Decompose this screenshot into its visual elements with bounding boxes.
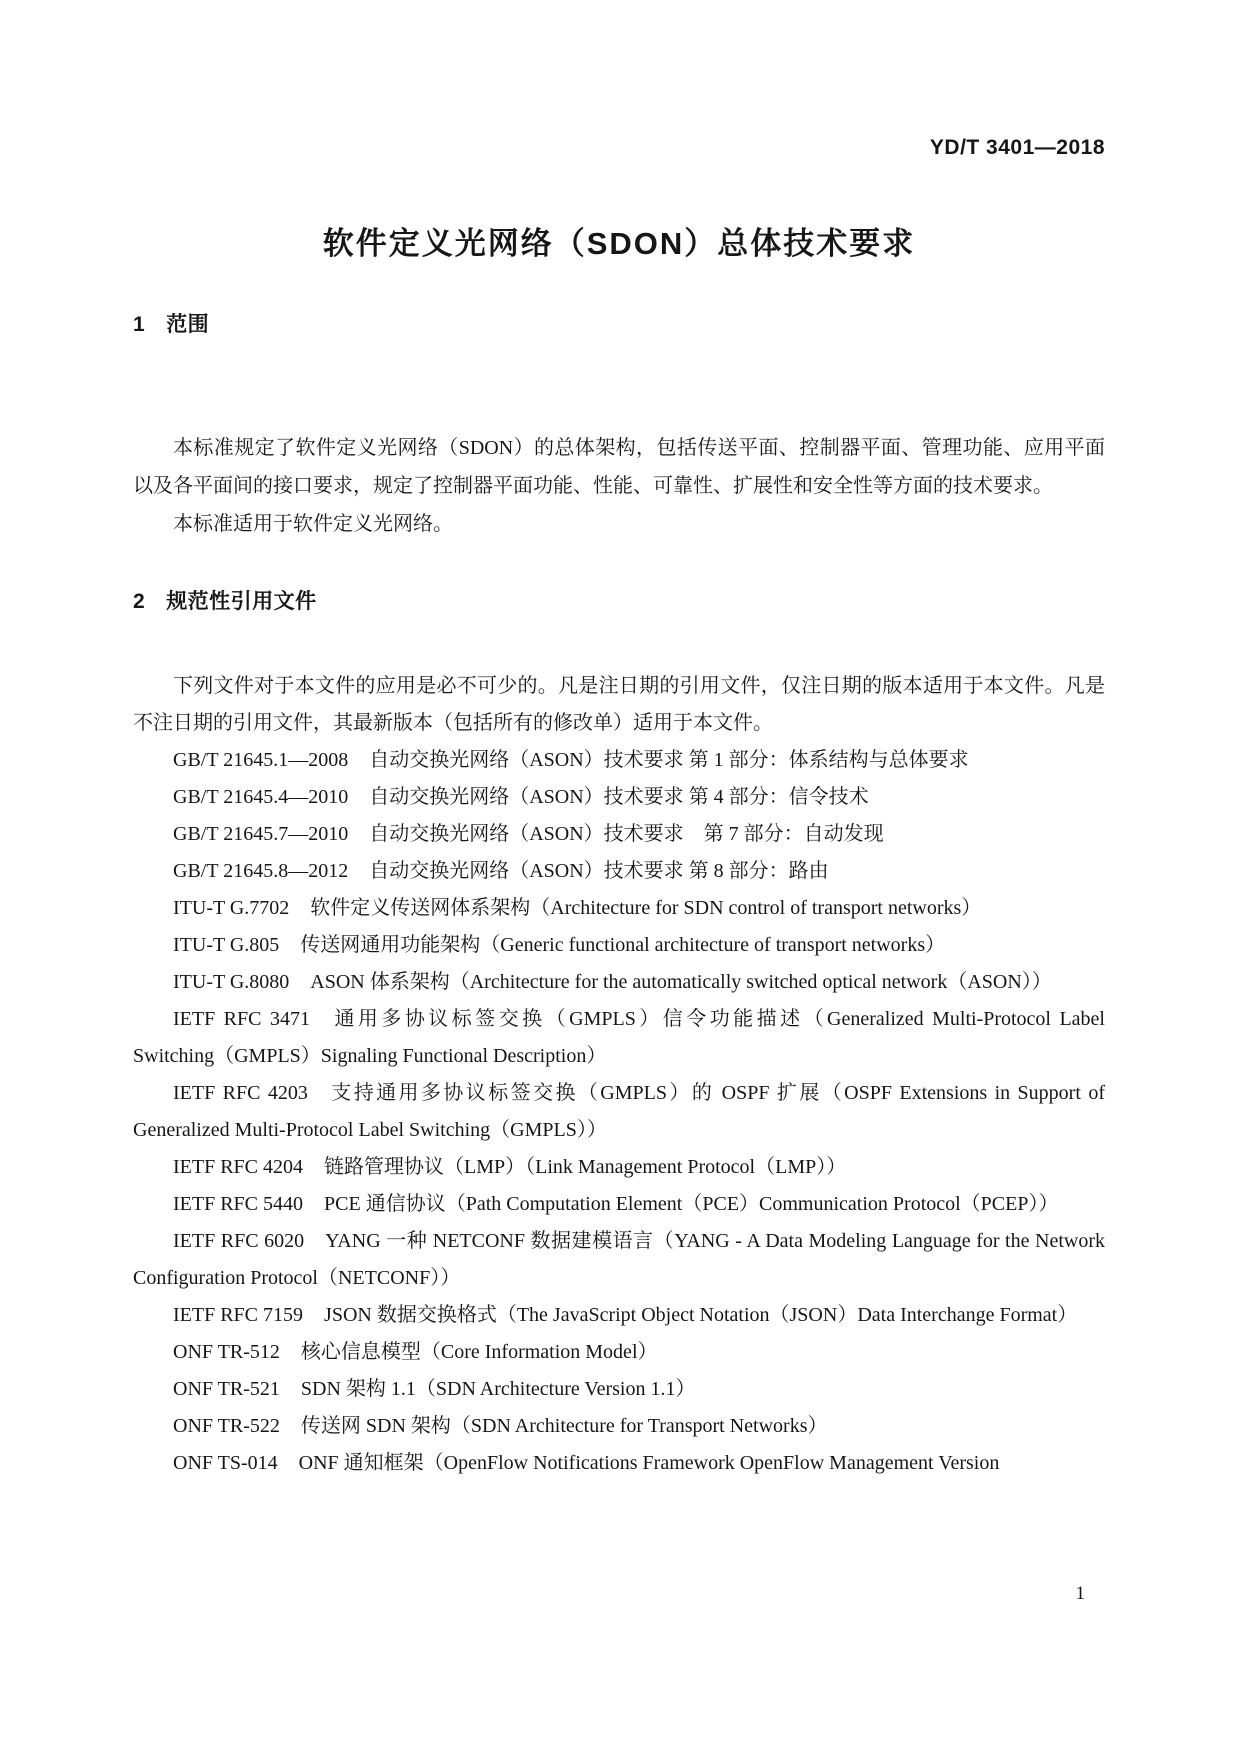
reference-code: ONF TR-521	[173, 1378, 280, 1400]
reference-code: GB/T 21645.8—2012	[173, 860, 349, 882]
reference-entry	[133, 1297, 1105, 1334]
section-2-number: 2	[133, 590, 146, 613]
reference-entry	[133, 1445, 1105, 1482]
reference-title: 自动交换光网络（ASON）技术要求 第 1 部分：体系结构与总体要求	[369, 749, 969, 771]
reference-code: IETF RFC 5440	[173, 1193, 304, 1215]
reference-title: 自动交换光网络（ASON）技术要求 第 4 部分：信令技术	[369, 786, 869, 808]
reference-code: ITU-T G.805	[173, 934, 280, 956]
reference-code: GB/T 21645.1—2008	[173, 749, 349, 771]
reference-code: ITU-T G.7702	[173, 897, 290, 919]
reference-code: IETF RFC 7159	[173, 1304, 304, 1326]
reference-code: ITU-T G.8080	[173, 971, 290, 993]
page-header	[133, 0, 1105, 160]
reference-entry	[133, 890, 1105, 927]
reference-title: 传送网通用功能架构（Generic functional architecture of transport networks）	[300, 934, 946, 956]
reference-entry	[133, 779, 1105, 816]
reference-title: ONF 通知框架（OpenFlow Notifications Framework OpenFlow Management Version	[298, 1452, 1000, 1474]
standard-number: YD/T 3401—2018	[929, 136, 1105, 159]
reference-code: GB/T 21645.4—2010	[173, 786, 349, 808]
page-content	[133, 0, 1105, 1482]
reference-code: ONF TS-014	[173, 1452, 278, 1474]
reference-entry	[133, 927, 1105, 964]
references-list	[133, 742, 1105, 1482]
scope-paragraphs	[133, 429, 1105, 543]
reference-title: SDN 架构 1.1（SDN Architecture Version 1.1）	[300, 1378, 696, 1400]
reference-title: ASON 体系架构（Architecture for the automatically switched optical network（ASON））	[310, 971, 1052, 993]
reference-entry	[133, 1149, 1105, 1186]
reference-title: 通用多协议标签交换（GMPLS）信令功能描述（Generalized Multi-Protocol Label Switching（GMPLS）Signaling Functional Description）	[133, 1008, 1105, 1067]
reference-entry	[133, 1001, 1105, 1075]
section-1-number: 1	[133, 313, 146, 336]
reference-code: IETF RFC 4203	[173, 1082, 308, 1104]
reference-entry	[133, 1223, 1105, 1297]
reference-entry	[133, 816, 1105, 853]
reference-title: 支持通用多协议标签交换（GMPLS）的 OSPF 扩展（OSPF Extensions in Support of Generalized Multi-Protocol Label Switching（GMPLS））	[133, 1082, 1105, 1141]
reference-code: IETF RFC 3471	[173, 1008, 310, 1030]
section-1-heading	[133, 312, 1105, 338]
reference-code: ONF TR-512	[173, 1341, 280, 1363]
reference-title: 自动交换光网络（ASON）技术要求 第 8 部分：路由	[369, 860, 829, 882]
reference-entry	[133, 1075, 1105, 1149]
section-2-heading	[133, 589, 1105, 615]
references-intro-paragraph: 下列文件对于本文件的应用是必不可少的。凡是注日期的引用文件，仅注日期的版本适用于本文件。凡是不注日期的引用文件，其最新版本（包括所有的修改单）适用于本文件。	[133, 675, 1105, 734]
reference-title: YANG 一种 NETCONF 数据建模语言（YANG - A Data Modeling Language for the Network Configuration Protocol（NETCONF））	[133, 1230, 1105, 1289]
reference-title: JSON 数据交换格式（The JavaScript Object Notation（JSON）Data Interchange Format）	[324, 1304, 1078, 1326]
reference-entry	[133, 853, 1105, 890]
reference-title: 自动交换光网络（ASON）技术要求 第 7 部分：自动发现	[369, 823, 884, 845]
reference-title: 软件定义传送网体系架构（Architecture for SDN control of transport networks）	[310, 897, 982, 919]
scope-paragraph-1: 本标准规定了软件定义光网络（SDON）的总体架构，包括传送平面、控制器平面、管理功能、应用平面以及各平面间的接口要求，规定了控制器平面功能、性能、可靠性、扩展性和安全性等方面的技术要求。	[133, 437, 1105, 497]
reference-title: 传送网 SDN 架构（SDN Architecture for Transport Networks）	[300, 1415, 828, 1437]
section-1-title: 范围	[166, 313, 210, 336]
scope-paragraph-2: 本标准适用于软件定义光网络。	[173, 513, 453, 535]
reference-entry	[133, 1186, 1105, 1223]
reference-code: GB/T 21645.7—2010	[173, 823, 349, 845]
reference-code: ONF TR-522	[173, 1415, 280, 1437]
reference-entry	[133, 964, 1105, 1001]
page-number: 1	[1075, 1583, 1085, 1604]
reference-entry	[133, 1334, 1105, 1371]
reference-code: IETF RFC 4204	[173, 1156, 304, 1178]
document-title: 软件定义光网络（SDON）总体技术要求	[322, 226, 916, 261]
page-footer	[1076, 1583, 1086, 1605]
reference-title: 链路管理协议（LMP）（Link Management Protocol（LMP））	[324, 1156, 847, 1178]
reference-code: IETF RFC 6020	[173, 1230, 305, 1252]
reference-entry	[133, 1371, 1105, 1408]
reference-entry	[133, 1408, 1105, 1445]
reference-title: 核心信息模型（Core Information Model）	[300, 1341, 658, 1363]
section-2-title: 规范性引用文件	[166, 590, 317, 613]
reference-entry	[133, 742, 1105, 779]
reference-title: PCE 通信协议（Path Computation Element（PCE）Communication Protocol（PCEP））	[324, 1193, 1059, 1215]
